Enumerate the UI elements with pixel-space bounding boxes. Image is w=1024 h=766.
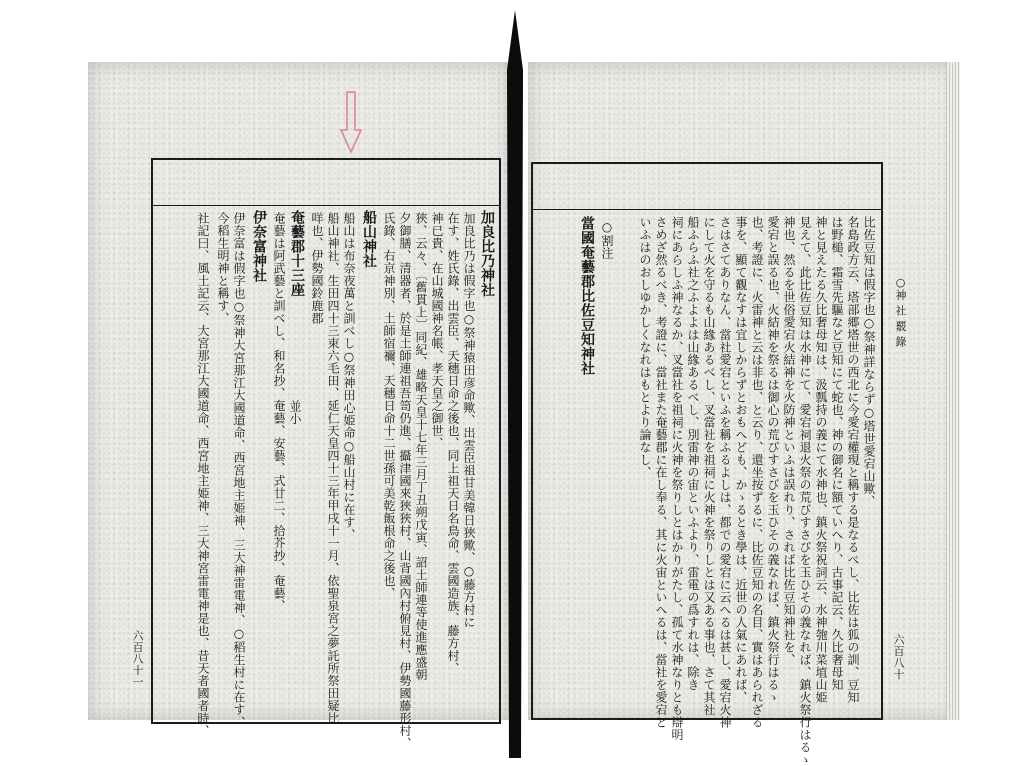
text-column: さめざ然るべき、考證に、當社また奄藝郡に在し奉る、其に火宙といへるは、當社を愛宕と xyxy=(654,216,668,729)
right-page-edge xyxy=(946,62,960,720)
text-column: 比佐豆知は假字也○祭神詳ならず○塔世愛宕山歟、 xyxy=(862,216,876,508)
section-heading-note: 並小 xyxy=(288,400,302,425)
text-column: 事を、顯て觀なすは宜しからずとおもへども、かゝるとき學は、近世の人氣にあれば、 xyxy=(734,216,748,704)
text-column: 祠にあらしふ神なるか、叉當社を祖祠に火神を祭りしとはかりがたし、孤て水神なりとも辯明 xyxy=(670,216,684,741)
text-column: 加良比乃は假字也○祭神猿田彦命歟、出雲臣祖甘美韓日狹歟、○藤方村に xyxy=(462,212,476,629)
page-number: 六百八十 xyxy=(892,634,905,680)
header-rule xyxy=(533,209,881,210)
text-column: 氏錄、右京神別、土師宿禰、天穗日命十二世孫可美乾飯根命之後也、 xyxy=(382,212,396,600)
down-arrow-icon xyxy=(340,90,362,154)
header-rule xyxy=(153,205,499,206)
text-column: 神と見えたる久比奢母知は、汲瓢持の義にて水神也、鎮火祭祝詞云、水神匏川菜埴山姫 xyxy=(814,216,828,704)
running-head: ○神 社 覈 錄 xyxy=(894,276,907,348)
section-heading: 伊奈富神社 xyxy=(251,210,267,283)
text-column: 愛宕と誤る也、火結神を祭るは御心の荒びすさびを玉ひその義なれば、鎮火祭行はるゝ xyxy=(766,216,780,704)
text-column: 在す、姓氏錄、出雲臣、天穗日命之後也、同上祖天日名鳥命、雲國造族、藤方村、 xyxy=(446,212,460,675)
section-heading: 當國奄藝郡比佐豆知神社 xyxy=(579,216,595,376)
text-column: 船山は布奈夜萬と訓べし○祭神田心姫命○船山村に在す、 xyxy=(342,212,356,541)
text-column: 也、考證に、火雷神と云は非也、と云り、還坐按ずるに、比佐豆知の名目、實はあられざる xyxy=(750,216,764,729)
text-column: 名島政方云、塔部郷塔世の西北に今愛宕權現と稱する是なるべし、比佐は狐の訓、豆知 xyxy=(846,216,860,704)
left-text-frame xyxy=(131,158,501,750)
text-column: 見えて、此比佐豆知は水神にて、愛宕祠退火祭の荒びすさびを玉ひその義なれば、鎮火祭行はるゝ xyxy=(798,216,812,766)
text-column: にして火を守るも山緣あるべし、叉當社を祖祠に火神を祭りしとは又ある事也、さて其社 xyxy=(702,216,716,716)
text-column: 神已貴、在山城國神名帳、孝天皇之御世、 xyxy=(430,212,444,450)
text-column: 夕御膳、清器者、於是土師連祖吾笥仍進、攝津國來狹狹村、山背國內村俯見村、伊勢國藤形村、 xyxy=(398,212,412,750)
text-column: いふはのおしゆかしくなれはもとより論なし、 xyxy=(638,216,652,479)
right-page xyxy=(528,62,960,766)
text-note: ○割注 xyxy=(600,220,614,260)
text-column: 奄藝は阿武藝と訓べし、和名抄、奄藝、安藝、式廿二、拾芥抄、奄藝、 xyxy=(272,212,286,612)
text-column: 社記曰、風土記云、大宮那江大國道命、西宮地主姫神、三大神宮雷電神是也、昔天者國者時、 xyxy=(196,212,210,737)
text-column: 船山神社、生田四十三束六毛田、延仁天皇四十三年甲戌十一月、依聖泉宮之夢託所祭田疑比 xyxy=(326,212,340,725)
right-text-frame xyxy=(531,162,907,766)
text-column: さはさてありなん、當社愛宕といふを稱ふるよしは、都での愛宕に云へるは甚し、愛宕火神 xyxy=(718,216,732,729)
text-column: 伊奈富は假字也○祭神大宮那江大國道命、西宮地主姫神、三大神雷電神、○稻生村に在す、 xyxy=(232,212,246,729)
text-column: は野槌、霜雪先驅など豆知にて蛇也、神の御名に額ていへり、古事記云、久比奢母知 xyxy=(830,216,844,691)
text-column: 狹、云々、〔舊貫上〕同紀、雄略天皇十七年三月丁丑朔戊寅、詔土師連等使進應盛朝 xyxy=(414,212,428,681)
section-heading: 船山神社 xyxy=(361,210,377,268)
section-heading: 加良比乃神社 xyxy=(479,210,495,297)
text-column: 咩也、伊勢國鈴鹿郡 xyxy=(310,212,324,325)
left-page xyxy=(88,62,510,750)
text-column: 船ふらふ社之ふよよは山緣あるべし、別雷神の宙といふより、雷電の爲すれは、除き xyxy=(686,216,700,691)
section-heading: 奄藝郡十三座 xyxy=(289,210,305,297)
page-number: 六百八十一 xyxy=(131,630,144,688)
text-column: 神也、然るを世俗愛宕火結神を火防神といふは誤れり、されば比佐豆知神社を、 xyxy=(782,216,796,666)
text-column: 今稻生明神と稱す、 xyxy=(216,212,230,325)
book-spine xyxy=(503,10,527,758)
